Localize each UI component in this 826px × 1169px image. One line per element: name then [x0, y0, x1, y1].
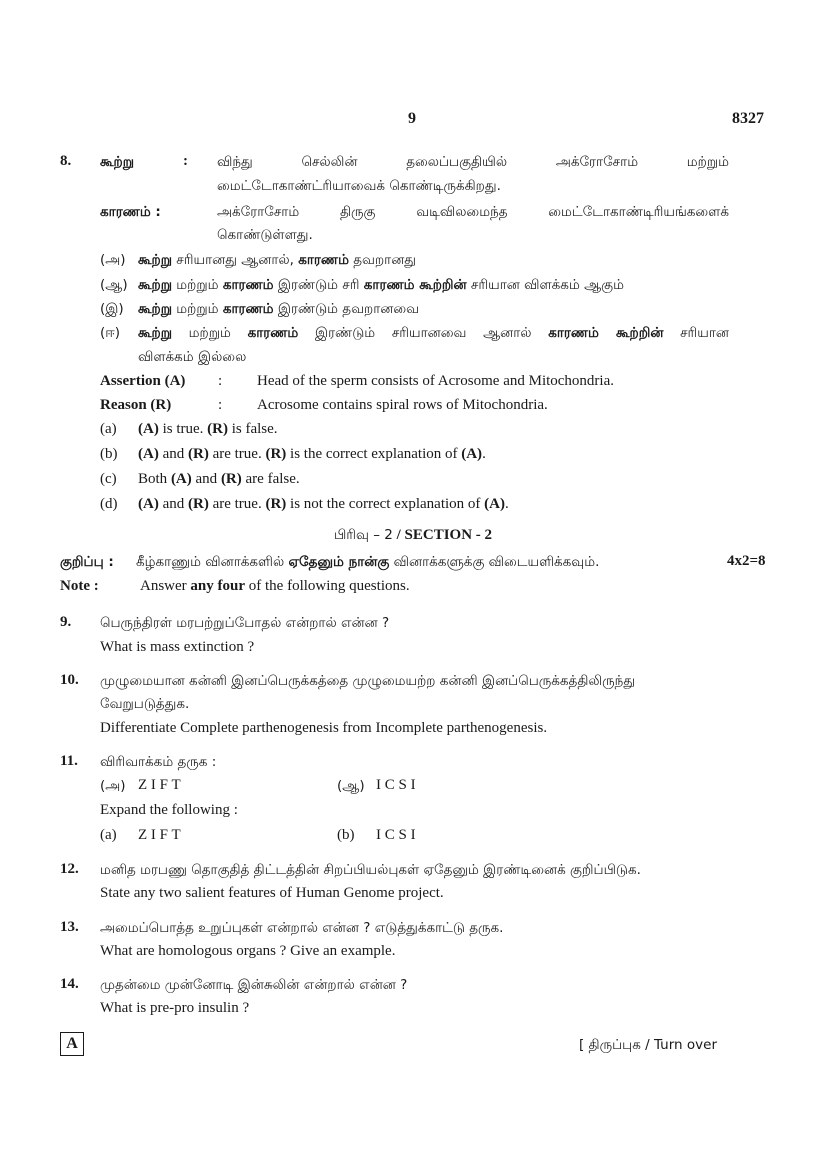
text-segment: (A): [170, 471, 192, 487]
text-segment: இரண்டும் சரியானவை ஆனால்: [298, 325, 549, 341]
q8-option-ta-a-marker: (அ): [100, 252, 126, 268]
text-segment: கீழ்காணும் வினாக்களில்: [136, 554, 289, 570]
text-segment: கூற்று: [138, 301, 173, 317]
text-segment: (A): [484, 496, 505, 512]
booklet-letter-box: A: [60, 1032, 84, 1056]
text-segment: Answer: [140, 578, 191, 594]
q14-number: 14.: [60, 976, 79, 992]
q9-en: What is mass extinction ?: [100, 639, 255, 655]
text-segment: (A): [138, 496, 159, 512]
q8-option-ta-b: [138, 277, 624, 295]
text-segment: காரணம் கூற்றின்: [363, 277, 467, 293]
q14-en: What is pre-pro insulin ?: [100, 1000, 250, 1016]
q8-number: 8.: [60, 153, 72, 169]
text-segment: காரணம்: [222, 277, 274, 293]
q8-reason-label-en: Reason (R): [100, 397, 172, 413]
note-label-en: Note :: [60, 578, 99, 594]
text-segment: கூற்று: [138, 325, 173, 341]
text-segment: காரணம்: [298, 252, 349, 268]
q8-colon: :: [183, 153, 188, 169]
q8-option-ta-d-marker: (ஈ): [100, 325, 121, 341]
q8-assertion-text-en: Head of the sperm consists of Acrosome and Mitochondria.: [257, 373, 615, 389]
text-segment: காரணம் கூற்றின்: [548, 325, 664, 341]
text-segment: .: [504, 496, 509, 512]
turn-over-text: [ திருப்புக / Turn over: [579, 1037, 718, 1053]
text-segment: காரணம்: [247, 325, 299, 341]
page-number: 9: [408, 110, 416, 127]
q8-option-en-d: [138, 496, 509, 513]
q8-option-en-c-marker: (c): [100, 471, 117, 487]
text-segment: மற்றும்: [172, 301, 223, 317]
q8-option-ta-b-marker: (ஆ): [100, 277, 128, 293]
text-segment: is the correct explanation of: [286, 446, 462, 462]
paper-code: 8327: [732, 110, 764, 127]
q8-option-ta-a: [138, 252, 416, 270]
q8-reason-text-en: Acrosome contains spiral rows of Mitochondria.: [257, 397, 548, 413]
q8-assertion-label-ta: கூற்று: [100, 154, 135, 170]
q11-en: Expand the following :: [100, 802, 238, 818]
q11-opt-a-ta: Z I F T: [138, 777, 181, 793]
q8-assertion-line1-ta: விந்து செல்லின் தலைப்பகுதியில் அக்ரோசோம் மற்றும்: [217, 154, 729, 170]
q8-option-ta-c-marker: (இ): [100, 301, 124, 317]
text-segment: is false.: [227, 421, 278, 437]
text-segment: (R): [207, 421, 228, 437]
text-segment: வினாக்களுக்கு விடையளிக்கவும்.: [389, 554, 600, 570]
q8-assertion-line2-ta: மைட்டோகாண்ட்ரியாவைக் கொண்டிருக்கிறது.: [217, 178, 501, 194]
text-segment: of the following questions.: [245, 578, 410, 594]
q8-option-en-a: [138, 421, 278, 438]
text-segment: ஏதேனும் நான்கு: [288, 554, 390, 570]
text-segment: தவறானது: [348, 252, 416, 268]
text-segment: கூற்று: [138, 277, 173, 293]
q8-assertion-label-en: Assertion (A): [100, 373, 186, 389]
q8-option-ta-c: [138, 301, 419, 319]
q8-option-ta-d: [138, 325, 729, 343]
q11-opt-b-en: I C S I: [376, 827, 416, 843]
text-segment: and: [191, 471, 221, 487]
text-segment: is true.: [158, 421, 208, 437]
text-segment: (R): [188, 446, 209, 462]
q10-ta-line1: முழுமையான கன்னி இனப்பெருக்கத்தை முழுமையற்ற கன்னி இனப்பெருக்கத்திலிருந்து: [100, 673, 636, 689]
text-segment: காரணம்: [222, 301, 274, 317]
q11-opt-a-en-marker: (a): [100, 827, 117, 843]
text-segment: Both: [138, 471, 171, 487]
text-segment: and: [158, 446, 188, 462]
q8-option-ta-d-cont: விளக்கம் இல்லை: [138, 349, 247, 365]
text-segment: மற்றும்: [172, 325, 248, 341]
q11-opt-a-en: Z I F T: [138, 827, 181, 843]
q11-opt-b-ta-marker: (ஆ): [337, 778, 365, 794]
text-segment: are true.: [208, 446, 266, 462]
text-segment: (R): [265, 496, 287, 512]
text-segment: (A): [138, 421, 159, 437]
q11-opt-b-ta: I C S I: [376, 777, 416, 793]
note-en: [140, 578, 410, 595]
text-segment: (R): [265, 446, 287, 462]
q13-en: What are homologous organs ? Give an example.: [100, 943, 396, 959]
text-segment: இரண்டும் தவறானவை: [273, 301, 420, 317]
text-segment: are false.: [241, 471, 300, 487]
q8-option-en-b-marker: (b): [100, 446, 118, 462]
turn-over: [579, 1037, 717, 1055]
q11-ta: விரிவாக்கம் தருக :: [100, 754, 217, 770]
text-segment: சரியான விளக்கம் ஆகும்: [466, 277, 624, 293]
q8-option-en-a-marker: (a): [100, 421, 117, 437]
text-segment: (A): [461, 446, 483, 462]
note-ta: [136, 554, 599, 572]
text-segment: இரண்டும் சரி: [273, 277, 364, 293]
q10-number: 10.: [60, 672, 79, 688]
text-segment: are true.: [208, 496, 266, 512]
q8-option-en-c: [138, 471, 300, 488]
text-segment: கூற்று: [138, 252, 173, 268]
text-segment: மற்றும்: [172, 277, 223, 293]
q12-en: State any two salient features of Human Genome project.: [100, 885, 444, 901]
q11-opt-a-ta-marker: (அ): [100, 778, 126, 794]
q8-reason-line2-ta: கொண்டுள்ளது.: [217, 227, 313, 243]
q8-reason-label-ta: காரணம் :: [100, 204, 161, 220]
q12-ta: மனித மரபணு தொகுதித் திட்டத்தின் சிறப்பியல்புகள் ஏதேனும் இரண்டினைக் குறிப்பிடுக.: [100, 862, 641, 878]
section-heading-ta: பிரிவு – 2: [333, 527, 393, 543]
q8-option-en-d-marker: (d): [100, 496, 118, 512]
q13-number: 13.: [60, 919, 79, 935]
q12-number: 12.: [60, 861, 79, 877]
section-heading-en: / SECTION - 2: [392, 527, 493, 543]
section-marks: 4x2=8: [727, 553, 766, 569]
q9-ta: பெருந்திரள் மரபற்றுப்போதல் என்றால் என்ன ?: [100, 615, 390, 631]
text-segment: and: [158, 496, 188, 512]
text-segment: (A): [138, 446, 159, 462]
section-heading: [0, 527, 826, 545]
text-segment: (R): [220, 471, 242, 487]
q11-number: 11.: [60, 753, 78, 769]
q10-en: Differentiate Complete parthenogenesis from Incomplete parthenogenesis.: [100, 720, 548, 736]
q11-opt-b-en-marker: (b): [337, 827, 355, 843]
text-segment: any four: [190, 578, 245, 594]
q8-option-en-b: [138, 446, 486, 463]
q8-reason-line1-ta: அக்ரோசோம் திருகு வடிவிலமைந்த மைட்டோகாண்டிரியங்களைக்: [217, 204, 729, 220]
q8-colon-en-1: :: [218, 373, 223, 389]
note-label-ta: குறிப்பு :: [60, 554, 114, 570]
text-segment: சரியான: [663, 325, 729, 341]
q10-ta-line2: வேறுபடுத்துக.: [100, 696, 190, 712]
q14-ta: முதன்மை முன்னோடி இன்சுலின் என்றால் என்ன ?: [100, 977, 408, 993]
q13-ta: அமைப்பொத்த உறுப்புகள் என்றால் என்ன ? எடுத்துக்காட்டு தருக.: [100, 920, 504, 936]
q8-colon-en-2: :: [218, 397, 223, 413]
text-segment: (R): [188, 496, 209, 512]
text-segment: .: [482, 446, 486, 462]
text-segment: சரியானது ஆனால்,: [172, 252, 299, 268]
text-segment: is not the correct explanation of: [286, 496, 485, 512]
q9-number: 9.: [60, 614, 72, 630]
